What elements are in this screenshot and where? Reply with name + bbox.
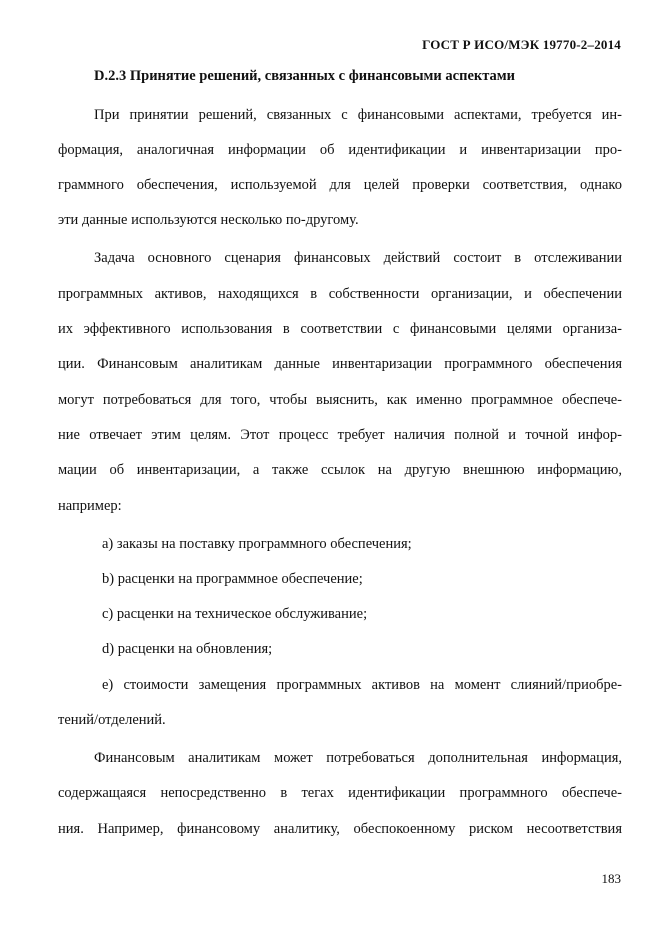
- page-number: 183: [601, 871, 621, 886]
- paragraph-2-line-2: программных активов, находящихся в собственности организации, и обеспечении: [58, 286, 622, 302]
- paragraph-1-line-2: формация, аналогичная информации об идентификации и инвентаризации про-: [58, 142, 622, 158]
- list-item-a: а) заказы на поставку программного обеспечения;: [102, 536, 412, 552]
- paragraph-3-line-3: ния. Например, финансовому аналитику, обеспокоенному риском несоответствия: [58, 821, 622, 837]
- paragraph-2-line-1: Задача основного сценария финансовых действий состоит в отслеживании: [94, 250, 622, 266]
- section-heading: D.2.3 Принятие решений, связанных с финансовыми аспектами: [94, 68, 516, 84]
- paragraph-2-line-6: ние отвечает этим целям. Этот процесс требует наличия полной и точной инфор-: [58, 427, 622, 443]
- paragraph-3-line-1: Финансовым аналитикам может потребоваться дополнительная информация,: [94, 750, 622, 766]
- document-header: ГОСТ Р ИСО/МЭК 19770-2–2014: [422, 37, 621, 52]
- paragraph-2-line-3: их эффективного использования в соответствии с финансовыми целями организа-: [58, 321, 622, 337]
- paragraph-2-line-4: ции. Финансовым аналитикам данные инвентаризации программного обеспечения: [58, 356, 622, 372]
- list-item-c: с) расценки на техническое обслуживание;: [102, 606, 368, 622]
- list-item-e: е) стоимости замещения программных активов на момент слияний/приобре-: [102, 677, 622, 693]
- paragraph-2-line-5: могут потребоваться для того, чтобы выяснить, как именно программное обеспече-: [58, 392, 622, 408]
- paragraph-1-line-1: При принятии решений, связанных с финансовыми аспектами, требуется ин-: [94, 107, 622, 123]
- paragraph-1-line-4: эти данные используются несколько по-другому.: [58, 212, 359, 228]
- paragraph-2-line-7: мации об инвентаризации, а также ссылок на другую внешнюю информацию,: [58, 462, 622, 478]
- list-item-b: b) расценки на программное обеспечение;: [102, 571, 363, 587]
- paragraph-1-line-3: граммного обеспечения, используемой для целей проверки соответствия, однако: [58, 177, 622, 193]
- list-item-d: d) расценки на обновления;: [102, 641, 273, 657]
- paragraph-2-line-8: например:: [58, 498, 122, 514]
- list-item-e-continuation: тений/отделений.: [58, 712, 166, 728]
- paragraph-3-line-2: содержащаяся непосредственно в тегах идентификации программного обеспече-: [58, 785, 622, 801]
